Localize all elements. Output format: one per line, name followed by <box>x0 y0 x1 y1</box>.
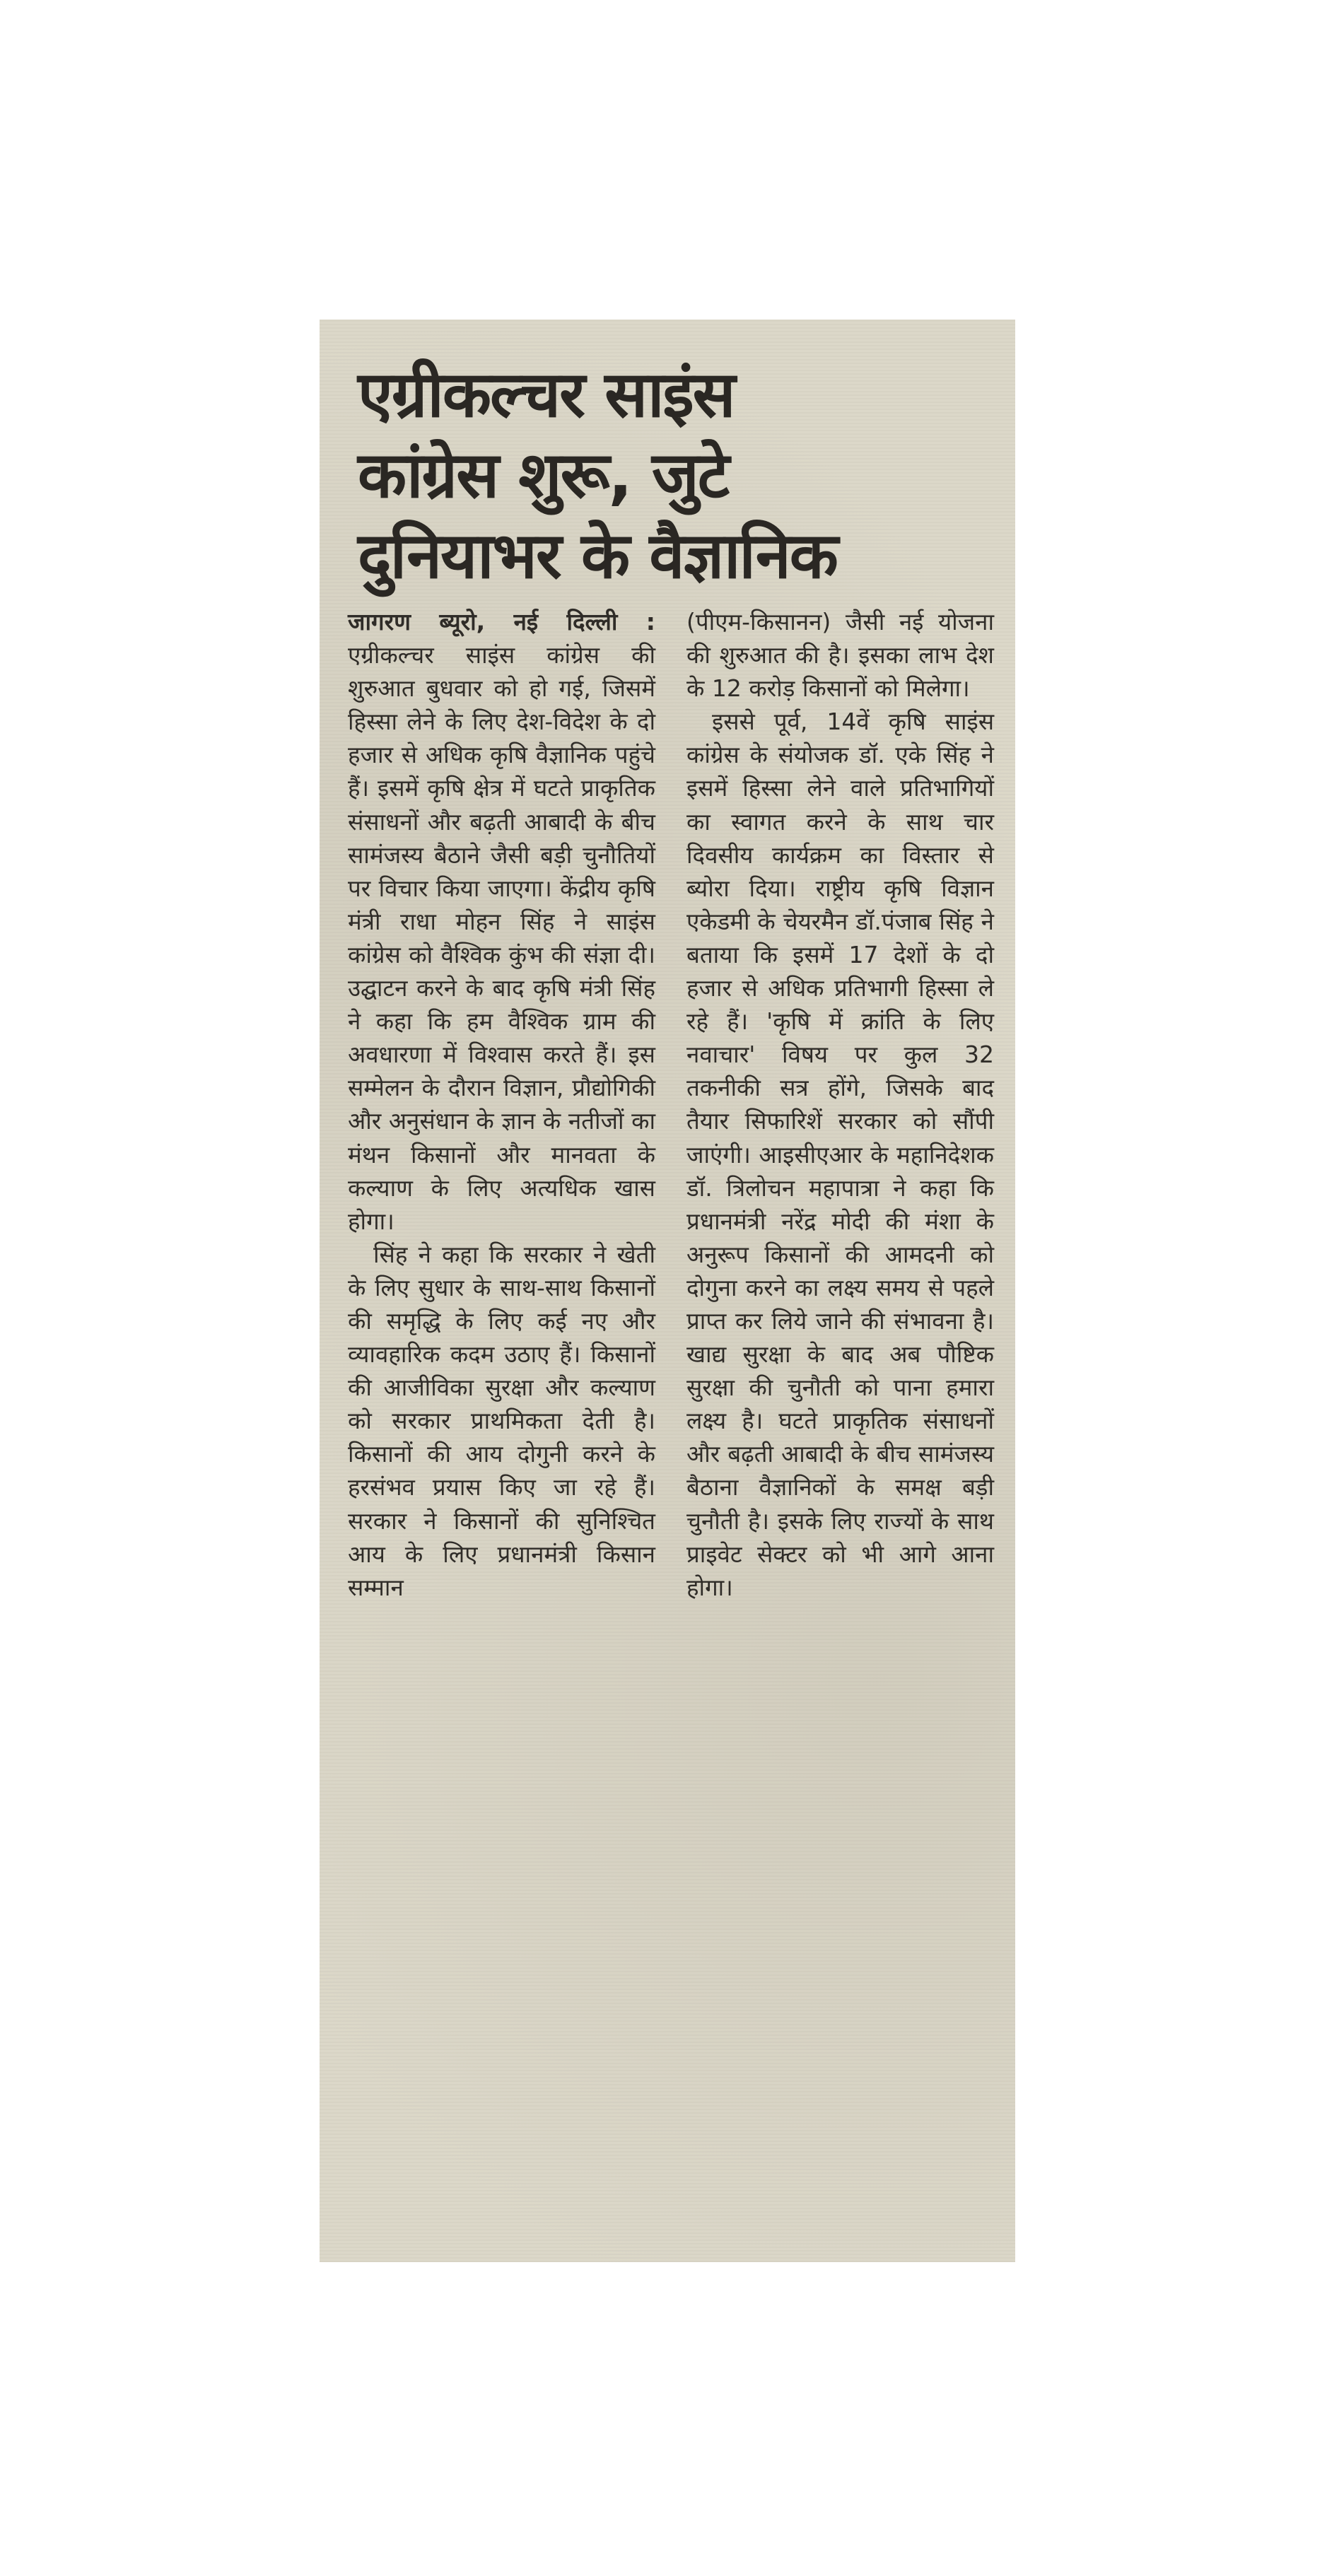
column-left <box>348 605 655 1604</box>
paragraph: (पीएम-किसानन) जैसी नई योजना की शुरुआत की है। इसका लाभ देश के 12 करोड़ किसानों को मिलेगा। <box>686 608 994 703</box>
headline: एग्रीकल्चर साइंस कांग्रेस शुरू, जुटे दुनियाभर के वैज्ञानिक <box>358 358 837 593</box>
paragraph-text: एग्रीकल्चर साइंस कांग्रेस की शुरुआत बुधवार को हो गई, जिसमें हिस्सा लेने के लिए देश-विदेश के दो हजार से अधिक कृषि वैज्ञानिक पहुंचे हैं। इसमें कृषि क्षेत्र में घटते प्राकृतिक संसाधनों और बढ़ती आबादी के बीच सामंजस्य बैठाने जैसी बड़ी चुनौतियों पर विचार किया जाएगा। केंद्रीय कृषि मंत्री राधा मोहन सिंह ने साइंस कांग्रेस को वैश्विक कुंभ की संज्ञा दी। उद्घाटन करने के बाद कृषि मंत्री सिंह ने कहा कि हम वैश्विक ग्राम की अवधारणा में विश्वास करते हैं। इस सम्मेलन के दौरान विज्ञान, प्रौद्योगिकी और अनुसंधान के ज्ञान के नतीजों का मंथन किसानों और मानवता के कल्याण के लिए अत्यधिक खास होगा। <box>348 641 655 1235</box>
newspaper-clipping <box>320 320 1015 2262</box>
paragraph <box>348 605 655 1238</box>
paragraph: इससे पूर्व, 14वें कृषि साइंस कांग्रेस के संयोजक डॉ. एके सिंह ने इसमें हिस्सा लेने वाले प्रतिभागियों का स्वागत करने के साथ चार दिवसीय कार्यक्रम का विस्तार से ब्योरा दिया। राष्ट्रीय कृषि विज्ञान एकेडमी के चेयरमैन डॉ.पंजाब सिंह ने बताया कि इसमें 17 देशों के दो हजार से अधिक प्रतिभागी हिस्सा ले रहे हैं। 'कृषि में क्रांति के लिए नवाचार' विषय पर कुल 32 तकनीकी सत्र होंगे, जिसके बाद तैयार सिफारिशें सरकार को सौंपी जाएंगी। आइसीएआर के महानिदेशक डॉ. त्रिलोचन महापात्रा ने कहा कि प्रधानमंत्री नरेंद्र मोदी की मंशा के अनुरूप किसानों की आमदनी को दोगुना करने का लक्ष्य समय से पहले प्राप्त कर लिये जाने की संभावना है। खाद्य सुरक्षा के बाद अब पौष्टिक सुरक्षा की चुनौती को पाना हमारा लक्ष्य है। घटते प्राकृतिक संसाधनों और बढ़ती आबादी के बीच सामंजस्य बैठाना वैज्ञानिकों के समक्ष बड़ी चुनौती है। इसके लिए राज्यों के साथ प्राइवेट सेक्टर को भी आगे आना होगा। <box>686 708 994 1601</box>
dateline: जागरण ब्यूरो, नई दिल्ली : <box>348 608 655 636</box>
paragraph: सिंह ने कहा कि सरकार ने खेती के लिए सुधार के साथ-साथ किसानों की समृद्धि के लिए कई नए और व्यावहारिक कदम उठाए हैं। किसानों की आजीविका सुरक्षा और कल्याण को सरकार प्राथमिकता देती है। किसानों की आय दोगुनी करने के हरसंभव प्रयास किए जा रहे हैं। सरकार ने किसानों की सुनिश्चित आय के लिए प्रधानमंत्री किसान सम्मान <box>348 1240 655 1601</box>
article-body <box>348 605 994 1604</box>
column-right <box>686 605 994 1604</box>
